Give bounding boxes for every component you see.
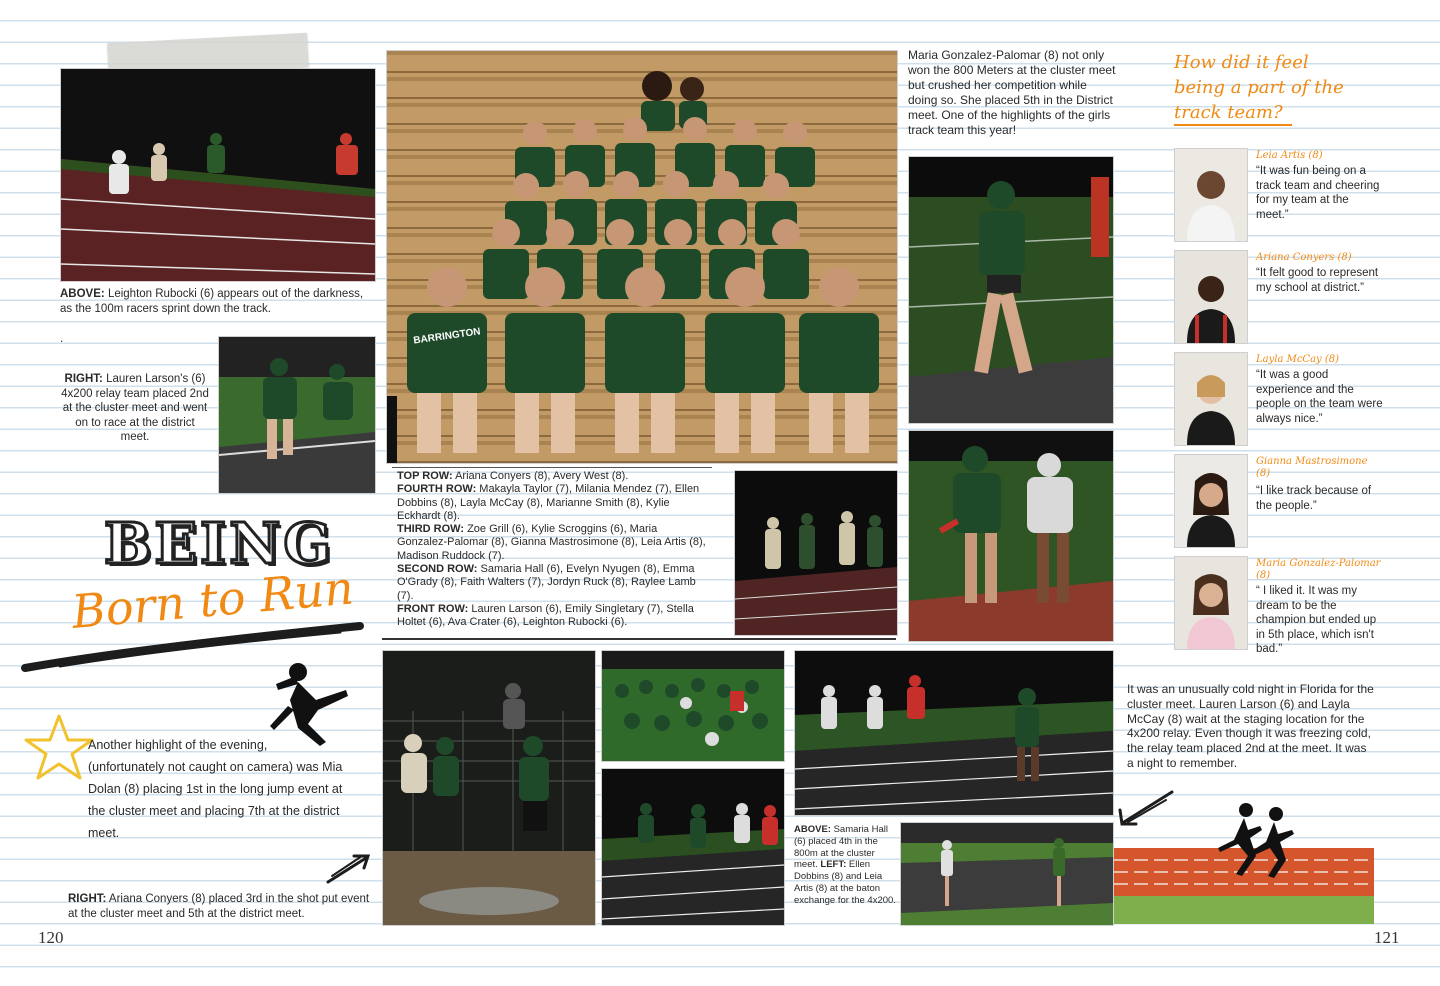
photo-team-group <box>386 50 898 464</box>
stray-mark: . <box>60 333 64 345</box>
quote-name: Ariana Conyers (8) <box>1256 252 1352 263</box>
names-row-top: TOP ROW: Ariana Conyers (8), Avery West (8). <box>397 470 629 482</box>
caption-relay-cold-night: It was an unusually cold night in Florida for the cluster meet. Lauren Larson (6) and Layla McCay (8) wait at the staging location for the 4x200 relay. Even though it was freezing cold, the relay team placed 2nd at the meet. It was a night to remember. <box>1127 682 1374 770</box>
photo-relay-track-night <box>601 768 785 926</box>
divider-line-short <box>392 467 712 468</box>
caption-above-sprint: ABOVE: Leighton Rubocki (6) appears out of the darkness, as the 100m racers sprint down the track. <box>60 288 364 315</box>
arrow-doodle-icon <box>326 852 372 886</box>
caption-shot-put: RIGHT: Ariana Conyers (8) placed 3rd in the shot put event at the cluster meet and 5th at the district meet. <box>68 893 370 920</box>
arrow-doodle-icon <box>1116 788 1176 828</box>
names-row-fourth: FOURTH ROW: Makayla Taylor (7), Milania Mendez (7), Ellen Dobbins (8), Layla McCay (8), Marianne Smith (8), Kylie Eckhardt (8). <box>397 483 700 522</box>
names-row-third: THIRD ROW: Zoe Grill (6), Kylie Scroggins (6), Maria Gonzalez-Palomar (8), Gianna Mastrosimone (8), Leia Artis (8), Madison Ruddock (7). <box>397 523 706 562</box>
title-being: BEING <box>104 511 335 577</box>
quote-name: Gianna Mastrosimone (8) <box>1256 456 1368 479</box>
quote-layla <box>1174 352 1384 446</box>
quote-maria <box>1174 556 1384 656</box>
caption-right-relay: RIGHT: Lauren Larson's (6) 4x200 relay team placed 2nd at the cluster meet and went on to race at the district meet. <box>61 373 209 443</box>
quote-text: “ I liked it. It was my dream to be the champion but ended up in 5th place, which isn't bad.” <box>1256 585 1377 655</box>
caption-maria: Maria Gonzalez-Palomar (8) not only won the 800 Meters at the cluster meet but crushed her competition while doing so. She placed 5th in the District meet. One of the highlights of the girls track team this year! <box>908 48 1116 137</box>
quote-ariana <box>1174 250 1384 344</box>
quote-gianna <box>1174 454 1384 548</box>
quote-text: “It felt good to represent my school at district.” <box>1256 267 1379 294</box>
divider-line <box>382 638 896 640</box>
photo-night-track-crowd <box>734 470 898 636</box>
quote-text: “It was fun being on a track team and cheering for my team at the meet.” <box>1256 165 1380 221</box>
avatar <box>1174 454 1248 548</box>
highlight-text: Another highlight of the evening, (unfortunately not caught on camera) was Mia Dolan (8) placing 1st in the long jump event at the cluster meet and placing 7th at the district meet. <box>88 738 343 840</box>
page-number-right: 121 <box>1374 928 1400 947</box>
quote-name: Leia Artis (8) <box>1256 150 1323 161</box>
photo-100m-sprint <box>60 68 376 282</box>
caption-baton-800m: ABOVE: Samaria Hall (6) placed 4th in the 800m at the cluster meet. LEFT: Ellen Dobbins (8) and Leia Artis (8) at the baton exchange for the 4x200. <box>794 824 896 906</box>
names-row-front: FRONT ROW: Lauren Larson (6), Emily Singletary (7), Stella Holtet (6), Ava Crater (6), Leighton Rubocki (6). <box>397 602 694 629</box>
quote-leia <box>1174 148 1384 242</box>
shirt-text: BARRINGTON <box>412 326 482 347</box>
photo-800m-race <box>794 650 1114 816</box>
photo-baton-exchange <box>908 430 1114 642</box>
runners-silhouette-icon <box>1206 802 1302 878</box>
group-photo-names <box>397 470 707 630</box>
question-underline <box>1174 124 1292 126</box>
names-row-second: SECOND ROW: Samaria Hall (6), Evelyn Nyugen (8), Emma O'Grady (8), Faith Walters (7), Jordyn Ruck (8), Raylee Lamb (7). <box>397 563 696 602</box>
question-heading: How did it feel being a part of the track team? <box>1174 52 1344 123</box>
quote-text: “I like track because of the people.” <box>1256 485 1372 512</box>
photo-girls-running <box>900 822 1114 926</box>
quote-text: “It was a good experience and the people on the team were always nice.” <box>1256 369 1383 425</box>
star-doodle-icon <box>24 712 94 782</box>
avatar <box>1174 352 1248 446</box>
avatar <box>1174 148 1248 242</box>
title-born-to-run: Born to Run <box>69 560 356 639</box>
photo-shot-put <box>382 650 596 926</box>
quote-name: Maria Gonzalez-Palomar (8) <box>1256 558 1381 581</box>
avatar <box>1174 556 1248 650</box>
photo-maria-running <box>908 156 1114 424</box>
page-number-left: 120 <box>38 928 64 947</box>
quote-name: Layla McCay (8) <box>1256 354 1340 365</box>
photo-relay-runners <box>218 336 376 494</box>
photo-team-on-grass <box>601 650 785 762</box>
avatar <box>1174 250 1248 344</box>
